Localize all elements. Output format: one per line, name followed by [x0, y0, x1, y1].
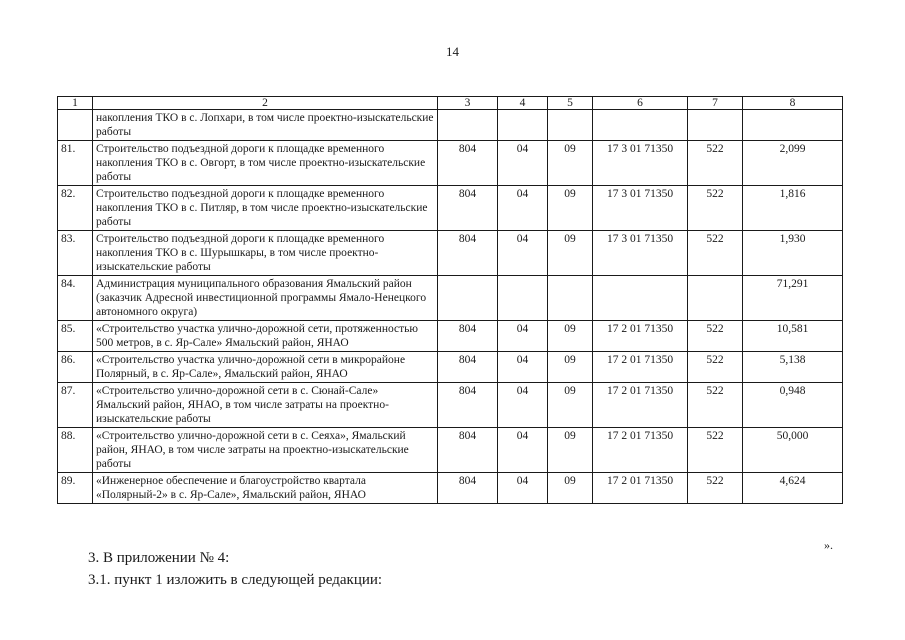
header-row [58, 97, 843, 110]
table-row [58, 276, 843, 321]
row-number [58, 110, 93, 141]
col5-value: 09 [548, 141, 593, 186]
table-row [58, 186, 843, 231]
col4-value: 04 [498, 186, 548, 231]
col3-value: 804 [438, 231, 498, 276]
amount-value: 71,291 [743, 276, 843, 321]
amount-value: 0,948 [743, 383, 843, 428]
header-cell: 4 [498, 97, 548, 110]
col6-value: 17 2 01 71350 [593, 321, 688, 352]
col4-value: 04 [498, 352, 548, 383]
amount-value: 1,816 [743, 186, 843, 231]
amount-value: 5,138 [743, 352, 843, 383]
closing-quote: ». [824, 538, 833, 552]
col3-value: 804 [438, 473, 498, 504]
col3-value: 804 [438, 141, 498, 186]
amount-value: 4,624 [743, 473, 843, 504]
col4-value: 04 [498, 231, 548, 276]
col7-value: 522 [688, 321, 743, 352]
header-cell: 8 [743, 97, 843, 110]
table-row [58, 473, 843, 504]
col4-value [498, 276, 548, 321]
col6-value [593, 276, 688, 321]
col5-value [548, 110, 593, 141]
table-row [58, 141, 843, 186]
col4-value [498, 110, 548, 141]
row-name: «Строительство улично-дорожной сети в с. Сюнай-Сале» Ямальский район, ЯНАО, в том числе затраты на проектно-изыскательские работы [93, 383, 438, 428]
col7-value [688, 110, 743, 141]
col6-value: 17 2 01 71350 [593, 352, 688, 383]
header-cell: 7 [688, 97, 743, 110]
amount-value [743, 110, 843, 141]
amount-value: 1,930 [743, 231, 843, 276]
table-row [58, 352, 843, 383]
col3-value: 804 [438, 186, 498, 231]
col5-value [548, 276, 593, 321]
row-name: Строительство подъездной дороги к площадке временного накопления ТКО в с. Питляр, в том числе проектно-изыскательские работы [93, 186, 438, 231]
col3-value [438, 276, 498, 321]
row-number: 82. [58, 186, 93, 231]
row-name: «Строительство участка улично-дорожной сети, протяженностью 500 метров, в с. Яр-Сале» Ямальский район, ЯНАО [93, 321, 438, 352]
col6-value [593, 110, 688, 141]
col6-value: 17 2 01 71350 [593, 383, 688, 428]
row-name: Строительство подъездной дороги к площадке временного накопления ТКО в с. Шурышкары, в том числе проектно-изыскательские работы [93, 231, 438, 276]
row-number: 83. [58, 231, 93, 276]
row-name: Строительство подъездной дороги к площадке временного накопления ТКО в с. Овгорт, в том числе проектно-изыскательские работы [93, 141, 438, 186]
col5-value: 09 [548, 321, 593, 352]
col5-value: 09 [548, 231, 593, 276]
row-number: 86. [58, 352, 93, 383]
row-number: 85. [58, 321, 93, 352]
col4-value: 04 [498, 473, 548, 504]
amount-value: 50,000 [743, 428, 843, 473]
amount-value: 10,581 [743, 321, 843, 352]
header-cell: 5 [548, 97, 593, 110]
row-number: 87. [58, 383, 93, 428]
budget-table [57, 96, 843, 504]
col3-value [438, 110, 498, 141]
header-cell: 6 [593, 97, 688, 110]
row-name: «Строительство участка улично-дорожной сети в микрорайоне Полярный, в с. Яр-Сале», Ямальский район, ЯНАО [93, 352, 438, 383]
col5-value: 09 [548, 428, 593, 473]
row-name: «Инженерное обеспечение и благоустройство квартала «Полярный-2» в с. Яр-Сале», Ямальский район, ЯНАО [93, 473, 438, 504]
col4-value: 04 [498, 321, 548, 352]
row-number: 81. [58, 141, 93, 186]
table-row [58, 321, 843, 352]
col7-value [688, 276, 743, 321]
col7-value: 522 [688, 186, 743, 231]
col6-value: 17 3 01 71350 [593, 231, 688, 276]
col5-value: 09 [548, 352, 593, 383]
row-number: 84. [58, 276, 93, 321]
col7-value: 522 [688, 141, 743, 186]
col6-value: 17 2 01 71350 [593, 428, 688, 473]
row-name: накопления ТКО в с. Лопхари, в том числе проектно-изыскательские работы [93, 110, 438, 141]
row-number: 89. [58, 473, 93, 504]
table-body [58, 110, 843, 504]
col6-value: 17 3 01 71350 [593, 141, 688, 186]
col4-value: 04 [498, 428, 548, 473]
table-row [58, 428, 843, 473]
paragraph-item-3-1: 3.1. пункт 1 изложить в следующей редакции: [88, 572, 383, 588]
amount-value: 2,099 [743, 141, 843, 186]
col4-value: 04 [498, 141, 548, 186]
col7-value: 522 [688, 231, 743, 276]
header-cell: 1 [58, 97, 93, 110]
col6-value: 17 3 01 71350 [593, 186, 688, 231]
col3-value: 804 [438, 428, 498, 473]
row-name: Администрация муниципального образования Ямальский район (заказчик Адресной инвестиционной программы Ямало-Ненецкого автономного округа) [93, 276, 438, 321]
col7-value: 522 [688, 428, 743, 473]
table-row [58, 231, 843, 276]
page-number: 14 [446, 44, 459, 59]
header-cell: 3 [438, 97, 498, 110]
table-row [58, 383, 843, 428]
col5-value: 09 [548, 473, 593, 504]
col5-value: 09 [548, 186, 593, 231]
row-name: «Строительство улично-дорожной сети в с. Сеяха», Ямальский район, ЯНАО, в том числе затраты на проектно-изыскательские работы [93, 428, 438, 473]
header-cell: 2 [93, 97, 438, 110]
col3-value: 804 [438, 321, 498, 352]
col4-value: 04 [498, 383, 548, 428]
col5-value: 09 [548, 383, 593, 428]
col7-value: 522 [688, 473, 743, 504]
col3-value: 804 [438, 383, 498, 428]
table-row [58, 110, 843, 141]
col3-value: 804 [438, 352, 498, 383]
col7-value: 522 [688, 352, 743, 383]
col7-value: 522 [688, 383, 743, 428]
row-number: 88. [58, 428, 93, 473]
paragraph-appendix-4: 3. В приложении № 4: [88, 550, 230, 566]
col6-value: 17 2 01 71350 [593, 473, 688, 504]
